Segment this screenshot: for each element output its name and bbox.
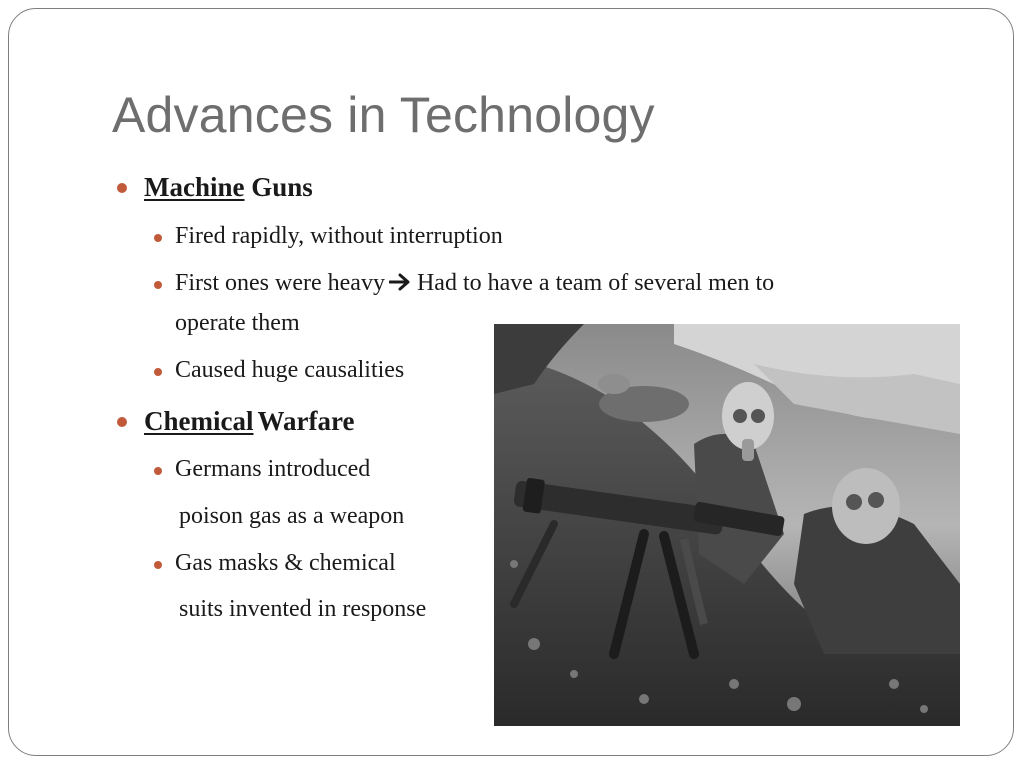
heavy-item-line2: operate them [175,310,300,336]
masks-item-line2: suits invented in response [179,596,427,622]
machine-guns-heading [144,172,313,203]
bullet-dot-icon [117,417,127,427]
soldiers-machine-gun-photo [494,324,960,726]
casualities-item: Caused huge causalities [175,357,405,383]
slide-title: Advances in Technology [112,87,655,143]
sub-bullet-dot-icon [154,561,162,569]
heavy-item-line1 [175,270,774,298]
chemical-warfare-heading [144,406,354,437]
germans-item-line1: Germans introduced [175,456,371,482]
germans-item-line2: poison gas as a weapon [179,503,405,529]
right-arrow-icon [389,271,411,298]
heavy-item-part1: First ones were heavy [175,270,385,296]
sub-bullet-dot-icon [154,281,162,289]
fired-rapidly-item: Fired rapidly, without interruption [175,223,503,249]
machine-guns-heading-rest: Guns [251,172,313,202]
heavy-item-part2: Had to have a team of several men to [416,270,775,296]
sub-bullet-dot-icon [154,368,162,376]
sub-bullet-dot-icon [154,234,162,242]
chemical-warfare-heading-rest: Warfare [257,406,355,436]
chemical-warfare-heading-underlined: Chemical [144,406,254,436]
machine-guns-heading-underlined: Machine [144,172,245,202]
sub-bullet-dot-icon [154,467,162,475]
masks-item-line1: Gas masks & chemical [175,550,396,576]
bullet-dot-icon [117,183,127,193]
